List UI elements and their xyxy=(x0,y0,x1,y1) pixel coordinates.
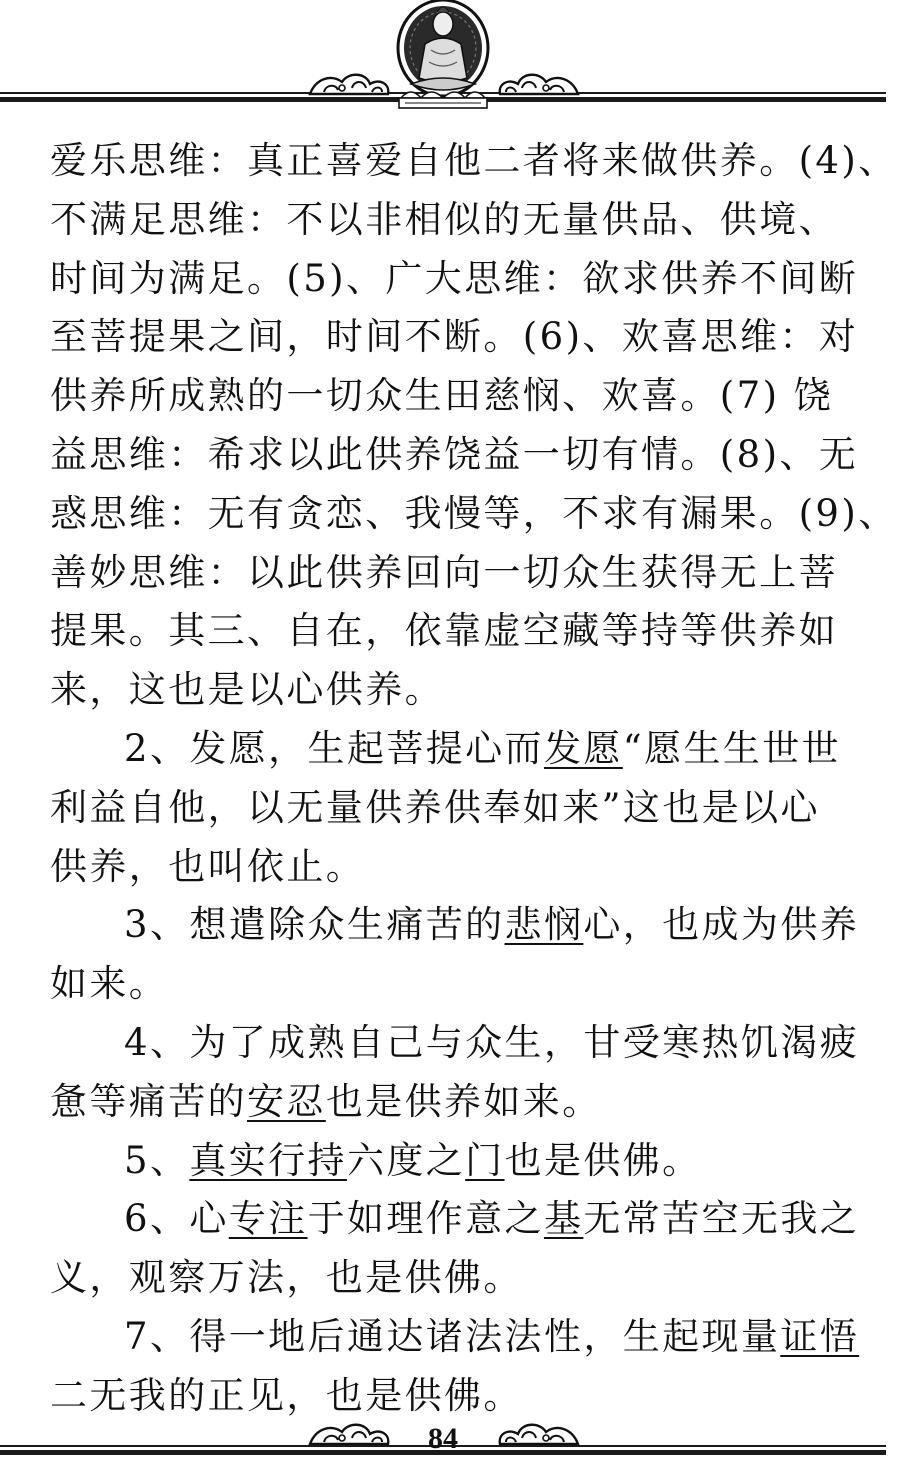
text-segment: 益思维：希求以此供养饶益一切有情。(8)、无 xyxy=(50,432,859,476)
text-line xyxy=(50,485,898,544)
text-line xyxy=(50,367,840,426)
page-body-text xyxy=(50,132,898,1426)
text-line xyxy=(50,191,840,250)
underlined-term: 悲悯 xyxy=(504,903,584,947)
text-line xyxy=(50,1308,860,1367)
text-line xyxy=(50,544,840,603)
text-segment: 7、得一地后通达诸法法性，生起现量 xyxy=(124,1314,781,1358)
text-line xyxy=(50,779,840,838)
text-segment: “愿生生世世 xyxy=(622,726,842,770)
underlined-term: 专注 xyxy=(228,1197,308,1241)
text-line xyxy=(50,1073,840,1132)
text-segment: 心，也成为供养 xyxy=(583,903,860,947)
text-segment: 无常苦空无我之 xyxy=(583,1197,860,1241)
cloud-scroll-left-icon xyxy=(306,68,392,102)
text-segment: 来，这也是以心供养。 xyxy=(50,668,444,712)
text-segment: 也是供养如来。 xyxy=(325,1079,602,1123)
text-line xyxy=(50,720,840,779)
text-line xyxy=(50,955,840,1014)
cloud-scroll-right-icon xyxy=(496,68,582,102)
page-footer xyxy=(0,1410,886,1467)
text-segment: 惫等痛苦的 xyxy=(50,1079,247,1123)
text-line xyxy=(50,1132,840,1191)
text-segment: 惑思维：无有贪恋、我慢等，不求有漏果。(9)、 xyxy=(50,491,898,535)
text-line xyxy=(50,1014,860,1073)
page-header xyxy=(0,0,886,120)
text-segment: 爱乐思维：真正喜爱自他二者将来做供养。(4)、 xyxy=(50,139,898,182)
text-line xyxy=(50,250,859,309)
page-number: 84 xyxy=(428,1422,458,1455)
text-segment: 提果。其三、自在，依靠虚空藏等持等供养如 xyxy=(50,609,838,653)
text-segment: 3、想遣除众生痛苦的 xyxy=(124,903,505,947)
text-line xyxy=(50,661,840,720)
text-segment: 善妙思维：以此供养回向一切众生获得无上菩 xyxy=(50,550,838,594)
text-segment: 义，观察万法，也是供佛。 xyxy=(50,1256,523,1300)
text-segment: 如来。 xyxy=(50,962,169,1006)
text-segment: 时间为满足。(5)、广大思维：欲求供养不间断 xyxy=(50,256,859,300)
underlined-term: 真实行持 xyxy=(189,1138,347,1182)
underlined-term: 发愿 xyxy=(543,726,623,770)
text-segment: 也是供佛。 xyxy=(504,1138,702,1182)
text-segment: 二无我的正见，也是供佛。 xyxy=(50,1373,523,1417)
text-line xyxy=(50,602,840,661)
text-segment: 4、为了成熟自己与众生，甘受寒热饥渴疲 xyxy=(124,1020,860,1064)
underlined-term: 基 xyxy=(543,1197,584,1241)
text-line xyxy=(50,896,860,955)
text-line xyxy=(50,132,898,191)
text-line xyxy=(50,1190,860,1249)
underlined-term: 门 xyxy=(465,1138,505,1182)
text-line xyxy=(50,838,840,897)
text-segment: 利益自他，以无量供养供奉如来”这也是以心 xyxy=(50,785,820,829)
text-segment: 六度之 xyxy=(346,1138,466,1182)
text-line xyxy=(50,1249,840,1308)
buddha-emblem-icon xyxy=(391,0,495,112)
text-segment: 6、心 xyxy=(124,1197,229,1241)
underlined-term: 证悟 xyxy=(780,1314,860,1358)
text-segment: 至菩提果之间，时间不断。(6)、欢喜思维：对 xyxy=(50,315,859,359)
text-segment: 2、发愿，生起菩提心而 xyxy=(124,726,544,770)
text-segment: 于如理作意之 xyxy=(307,1197,544,1241)
text-segment: 供养所成熟的一切众生田慈悯、欢喜。(7) 饶 xyxy=(50,374,833,418)
text-line xyxy=(50,426,859,485)
text-segment: 5、 xyxy=(124,1138,190,1182)
text-line xyxy=(50,308,859,367)
text-segment: 供养，也叫依止。 xyxy=(50,844,366,888)
text-segment: 不满足思维：不以非相似的无量供品、供境、 xyxy=(50,197,838,241)
underlined-term: 安忍 xyxy=(247,1079,326,1123)
